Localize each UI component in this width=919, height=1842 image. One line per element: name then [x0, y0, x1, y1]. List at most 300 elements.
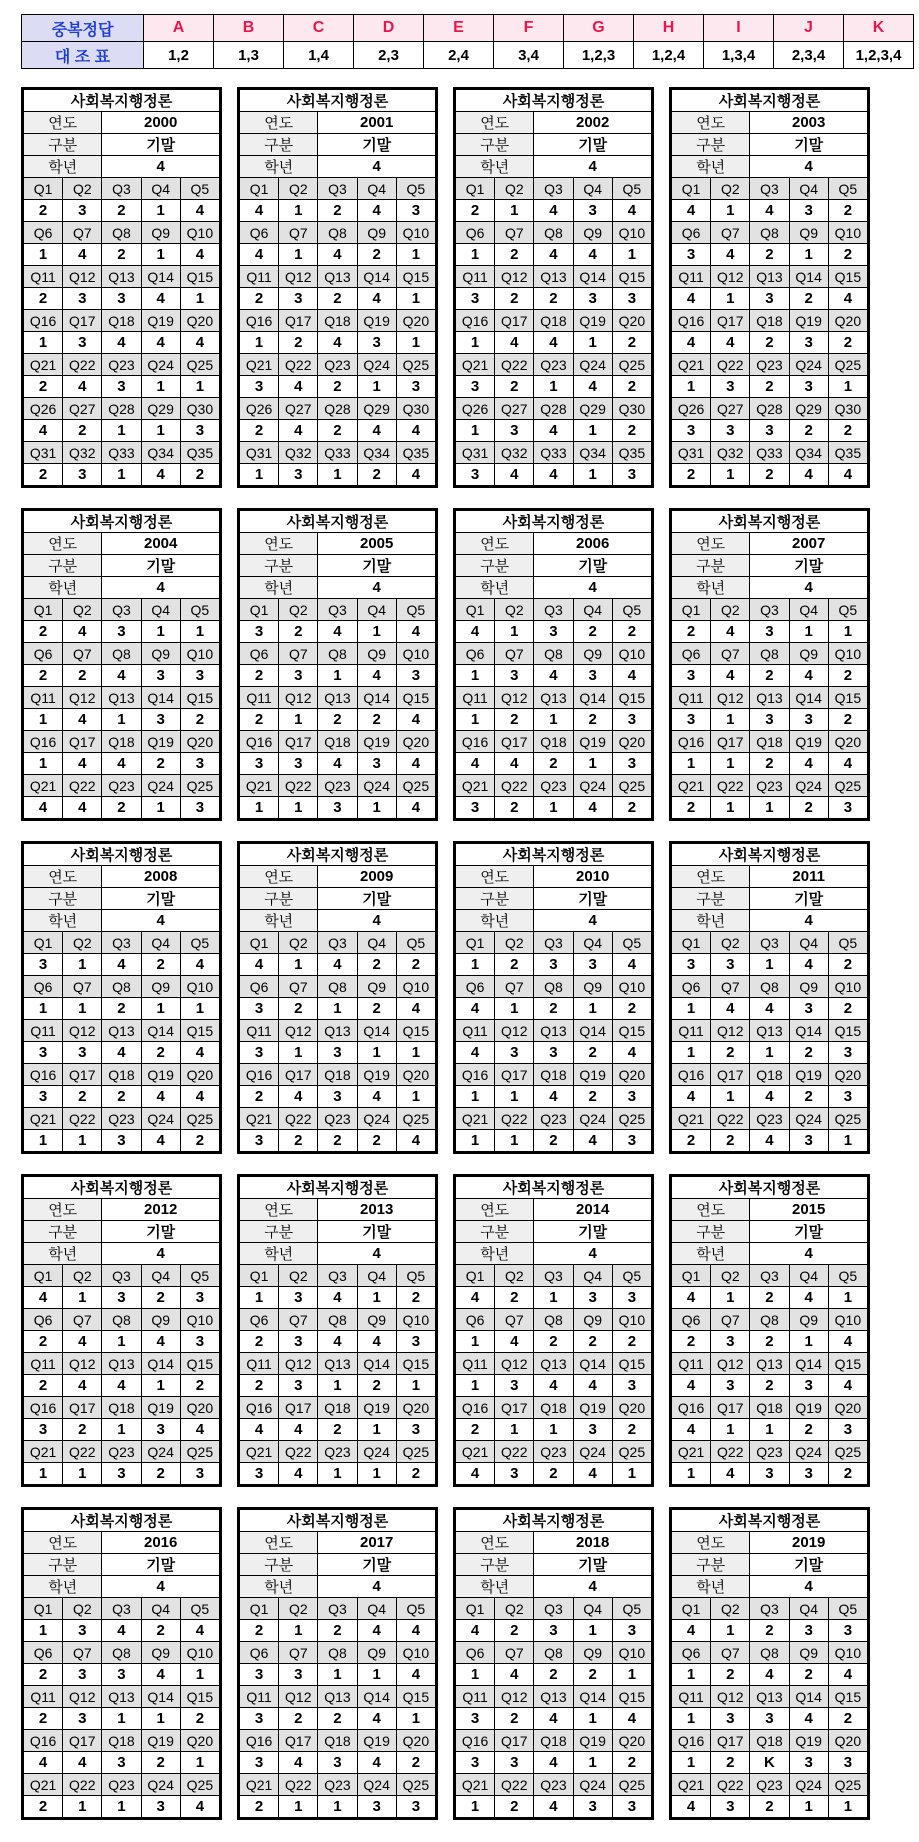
answer-value: 4	[573, 1130, 612, 1152]
question-number: Q12	[495, 687, 534, 709]
question-number: Q18	[750, 731, 789, 753]
question-number: Q6	[672, 222, 711, 244]
question-number: Q14	[573, 266, 612, 288]
question-number: Q6	[240, 1309, 279, 1331]
answer-value: 2	[828, 998, 867, 1020]
question-number: Q9	[357, 976, 396, 998]
question-number: Q17	[495, 731, 534, 753]
answer-card	[453, 1174, 654, 1487]
answer-value: 3	[828, 1752, 867, 1774]
answer-value: 3	[318, 1042, 357, 1064]
card-category-value: 기말	[534, 1554, 652, 1576]
answer-value: 1	[279, 1796, 318, 1818]
answer-card-table	[23, 1509, 220, 1818]
answer-value: 4	[180, 244, 219, 266]
card-category-value: 기말	[534, 134, 652, 156]
question-number: Q14	[357, 687, 396, 709]
question-number: Q23	[750, 775, 789, 797]
legend-letter: C	[284, 15, 354, 42]
question-number: Q8	[534, 643, 573, 665]
question-number: Q14	[573, 1353, 612, 1375]
answer-value: 2	[534, 1331, 573, 1353]
card-row	[21, 1174, 870, 1487]
question-number: Q34	[141, 442, 180, 464]
question-number: Q17	[279, 1397, 318, 1419]
answer-value: 3	[495, 1375, 534, 1397]
question-number: Q9	[141, 222, 180, 244]
question-number: Q15	[396, 1686, 435, 1708]
card-grade-value: 4	[318, 910, 436, 932]
answer-value: 3	[279, 1331, 318, 1353]
answer-value: 3	[357, 332, 396, 354]
answer-card-table	[455, 1509, 652, 1818]
question-number: Q4	[789, 599, 828, 621]
answer-value: 3	[279, 464, 318, 486]
answer-value: 4	[456, 1287, 495, 1309]
question-number: Q6	[672, 1309, 711, 1331]
question-number: Q20	[612, 1064, 651, 1086]
answer-value: 4	[357, 200, 396, 222]
answer-value: 4	[495, 332, 534, 354]
question-number: Q2	[495, 932, 534, 954]
answer-value: 4	[573, 376, 612, 398]
answer-value: 2	[750, 753, 789, 775]
card-category-value: 기말	[102, 1554, 220, 1576]
answer-value: 4	[63, 753, 102, 775]
question-number: Q7	[711, 643, 750, 665]
question-number: Q17	[711, 731, 750, 753]
legend-combo: 1,3	[214, 42, 284, 69]
question-number: Q17	[279, 310, 318, 332]
question-number: Q9	[573, 222, 612, 244]
question-number: Q10	[828, 643, 867, 665]
answer-value: 2	[495, 1708, 534, 1730]
question-number: Q22	[63, 1108, 102, 1130]
question-number: Q7	[495, 643, 534, 665]
question-number: Q18	[318, 1730, 357, 1752]
question-number: Q6	[456, 222, 495, 244]
card-year-value: 2002	[534, 112, 652, 134]
legend-combo: 1,2,3,4	[844, 42, 914, 69]
question-number: Q24	[789, 775, 828, 797]
question-number: Q15	[612, 1020, 651, 1042]
answer-value: 2	[63, 420, 102, 442]
answer-value: 1	[240, 332, 279, 354]
answer-value: 1	[279, 1042, 318, 1064]
answer-value: 4	[102, 332, 141, 354]
question-number: Q6	[24, 1642, 63, 1664]
question-number: Q26	[672, 398, 711, 420]
answer-value: 2	[24, 1331, 63, 1353]
question-number: Q10	[180, 976, 219, 998]
question-number: Q21	[672, 1774, 711, 1796]
answer-value: 3	[750, 420, 789, 442]
question-number: Q23	[534, 1774, 573, 1796]
question-number: Q22	[711, 1441, 750, 1463]
answer-value: 2	[789, 797, 828, 819]
question-number: Q16	[24, 731, 63, 753]
answer-value: 4	[495, 1331, 534, 1353]
question-number: Q23	[318, 775, 357, 797]
question-number: Q8	[102, 643, 141, 665]
answer-value: 3	[612, 709, 651, 731]
answer-card	[453, 87, 654, 488]
answer-value: 2	[750, 332, 789, 354]
answer-value: 2	[711, 1042, 750, 1064]
question-number: Q5	[828, 178, 867, 200]
question-number: Q8	[534, 1642, 573, 1664]
answer-value: 1	[357, 376, 396, 398]
question-number: Q12	[279, 1686, 318, 1708]
answer-value: 4	[279, 1419, 318, 1441]
card-grade-label: 학년	[672, 577, 750, 599]
card-year-label: 연도	[240, 1199, 318, 1221]
question-number: Q11	[24, 266, 63, 288]
answer-value: 2	[534, 1130, 573, 1152]
question-number: Q10	[612, 976, 651, 998]
question-number: Q16	[240, 1064, 279, 1086]
answer-value: 1	[456, 332, 495, 354]
card-category-label: 구분	[456, 134, 534, 156]
question-number: Q25	[612, 1441, 651, 1463]
card-grade-value: 4	[102, 156, 220, 178]
answer-value: 3	[495, 1463, 534, 1485]
card-grade-label: 학년	[24, 910, 102, 932]
answer-value: 1	[396, 244, 435, 266]
card-grade-value: 4	[534, 910, 652, 932]
answer-value: 1	[750, 1419, 789, 1441]
card-grade-label: 학년	[672, 1243, 750, 1265]
card-category-value: 기말	[102, 555, 220, 577]
answer-card-table	[671, 510, 868, 819]
answer-value: 3	[612, 1130, 651, 1152]
question-number: Q21	[456, 1108, 495, 1130]
answer-value: 3	[573, 200, 612, 222]
question-number: Q24	[789, 1108, 828, 1130]
answer-value: 2	[612, 621, 651, 643]
answer-value: 1	[180, 288, 219, 310]
question-number: Q18	[318, 1064, 357, 1086]
answer-value: 3	[63, 1708, 102, 1730]
question-number: Q10	[612, 222, 651, 244]
question-number: Q7	[711, 1309, 750, 1331]
answer-value: 3	[828, 1042, 867, 1064]
answer-value: 4	[789, 954, 828, 976]
answer-value: 3	[828, 1086, 867, 1108]
answer-value: 1	[456, 1375, 495, 1397]
answer-value: 2	[828, 1708, 867, 1730]
answer-value: 2	[318, 709, 357, 731]
answer-value: 4	[750, 1664, 789, 1686]
answer-value: 4	[456, 753, 495, 775]
question-number: Q21	[240, 1108, 279, 1130]
question-number: Q15	[396, 266, 435, 288]
question-number: Q4	[357, 178, 396, 200]
answer-value: 2	[279, 998, 318, 1020]
answer-value: 1	[63, 1130, 102, 1152]
question-number: Q16	[240, 731, 279, 753]
answer-value: 3	[63, 288, 102, 310]
answer-value: 4	[534, 464, 573, 486]
answer-card	[21, 87, 222, 488]
card-grade-label: 학년	[672, 910, 750, 932]
question-number: Q3	[750, 1265, 789, 1287]
answer-value: 2	[24, 200, 63, 222]
answer-value: 3	[789, 1375, 828, 1397]
card-category-label: 구분	[456, 888, 534, 910]
answer-value: 3	[573, 1287, 612, 1309]
card-category-label: 구분	[672, 888, 750, 910]
question-number: Q4	[141, 1598, 180, 1620]
answer-value: 4	[63, 376, 102, 398]
question-number: Q32	[63, 442, 102, 464]
answer-value: 3	[534, 954, 573, 976]
question-number: Q10	[612, 1309, 651, 1331]
question-number: Q6	[24, 976, 63, 998]
answer-value: 4	[396, 420, 435, 442]
answer-value: 3	[789, 376, 828, 398]
question-number: Q14	[789, 1353, 828, 1375]
legend-combos-header: 대 조 표	[22, 42, 144, 69]
answer-value: 4	[456, 621, 495, 643]
question-number: Q19	[789, 731, 828, 753]
card-grade-label: 학년	[24, 1576, 102, 1598]
answer-value: 1	[141, 200, 180, 222]
question-number: Q12	[495, 1020, 534, 1042]
card-grade-label: 학년	[672, 1576, 750, 1598]
answer-value: 2	[279, 1708, 318, 1730]
question-number: Q23	[534, 1441, 573, 1463]
answer-value: 3	[711, 420, 750, 442]
question-number: Q24	[789, 1774, 828, 1796]
question-number: Q12	[495, 1686, 534, 1708]
answer-value: 4	[63, 1375, 102, 1397]
question-number: Q12	[279, 266, 318, 288]
answer-value: 4	[396, 1664, 435, 1686]
question-number: Q20	[180, 1397, 219, 1419]
question-number: Q3	[102, 1265, 141, 1287]
question-number: Q12	[711, 1020, 750, 1042]
question-number: Q15	[828, 266, 867, 288]
question-number: Q8	[102, 222, 141, 244]
answer-value: 3	[180, 665, 219, 687]
answer-value: 2	[612, 998, 651, 1020]
answer-value: 2	[141, 1620, 180, 1642]
question-number: Q10	[396, 976, 435, 998]
question-number: Q8	[318, 976, 357, 998]
card-row	[21, 87, 870, 488]
question-number: Q19	[357, 731, 396, 753]
answer-value: 3	[711, 954, 750, 976]
answer-card	[237, 1507, 438, 1820]
answer-value: 1	[396, 1708, 435, 1730]
card-category-label: 구분	[24, 888, 102, 910]
question-number: Q18	[102, 1064, 141, 1086]
answer-value: 2	[240, 288, 279, 310]
question-number: Q1	[24, 1265, 63, 1287]
answer-card	[669, 1507, 870, 1820]
answer-value: 2	[240, 1620, 279, 1642]
answer-value: 2	[240, 1796, 279, 1818]
answer-value: 2	[102, 1086, 141, 1108]
answer-value: 3	[495, 1042, 534, 1064]
answer-value: 4	[141, 332, 180, 354]
answer-value: 2	[63, 1086, 102, 1108]
question-number: Q4	[357, 932, 396, 954]
question-number: Q20	[612, 310, 651, 332]
answer-value: 3	[789, 709, 828, 731]
card-title: 사회복지행정론	[240, 511, 436, 533]
answer-value: 1	[180, 1752, 219, 1774]
answer-value: 2	[357, 1375, 396, 1397]
answer-value: 4	[318, 332, 357, 354]
question-number: Q1	[240, 599, 279, 621]
question-number: Q19	[357, 1730, 396, 1752]
answer-value: 2	[357, 1130, 396, 1152]
question-number: Q15	[612, 687, 651, 709]
answer-value: 2	[141, 1463, 180, 1485]
answer-value: 1	[672, 1664, 711, 1686]
answer-value: 4	[141, 1086, 180, 1108]
question-number: Q25	[396, 775, 435, 797]
question-number: Q17	[495, 1064, 534, 1086]
question-number: Q14	[789, 266, 828, 288]
answer-value: 4	[357, 1331, 396, 1353]
question-number: Q23	[318, 1441, 357, 1463]
answer-value: 1	[141, 1708, 180, 1730]
answer-value: 4	[396, 1130, 435, 1152]
question-number: Q14	[141, 687, 180, 709]
answer-value: 1	[456, 1796, 495, 1818]
question-number: Q13	[750, 1020, 789, 1042]
answer-value: 4	[789, 464, 828, 486]
question-number: Q5	[828, 932, 867, 954]
question-number: Q23	[318, 354, 357, 376]
question-number: Q9	[789, 976, 828, 998]
answer-value: 1	[357, 1042, 396, 1064]
question-number: Q16	[672, 1730, 711, 1752]
card-grade-label: 학년	[24, 577, 102, 599]
question-number: Q26	[240, 398, 279, 420]
question-number: Q14	[357, 266, 396, 288]
question-number: Q23	[750, 1774, 789, 1796]
question-number: Q25	[180, 1441, 219, 1463]
answer-value: 2	[573, 1331, 612, 1353]
question-number: Q25	[180, 1108, 219, 1130]
answer-value: 4	[534, 200, 573, 222]
answer-value: 2	[495, 376, 534, 398]
question-number: Q19	[357, 1397, 396, 1419]
question-number: Q10	[612, 643, 651, 665]
question-number: Q23	[750, 1108, 789, 1130]
question-number: Q27	[279, 398, 318, 420]
question-number: Q2	[279, 178, 318, 200]
question-number: Q12	[279, 687, 318, 709]
question-number: Q31	[672, 442, 711, 464]
answer-value: 3	[180, 420, 219, 442]
answer-value: 3	[240, 1664, 279, 1686]
answer-value: 4	[789, 753, 828, 775]
answer-card-table	[23, 510, 220, 819]
question-number: Q23	[750, 1441, 789, 1463]
answer-value: 1	[750, 797, 789, 819]
question-number: Q23	[534, 775, 573, 797]
answer-value: 3	[612, 1620, 651, 1642]
card-year-value: 2011	[750, 866, 868, 888]
answer-value: 2	[828, 200, 867, 222]
answer-value: 3	[180, 1331, 219, 1353]
question-number: Q5	[180, 178, 219, 200]
answer-value: 3	[672, 244, 711, 266]
card-title: 사회복지행정론	[672, 511, 868, 533]
question-number: Q24	[573, 354, 612, 376]
card-grade-label: 학년	[240, 1576, 318, 1598]
answer-value: 1	[573, 332, 612, 354]
question-number: Q17	[495, 1730, 534, 1752]
question-number: Q2	[711, 599, 750, 621]
answer-value: 4	[357, 288, 396, 310]
question-number: Q8	[750, 643, 789, 665]
question-number: Q8	[534, 976, 573, 998]
question-number: Q30	[180, 398, 219, 420]
question-number: Q9	[573, 1309, 612, 1331]
answer-value: 3	[711, 1708, 750, 1730]
answer-value: 4	[828, 464, 867, 486]
card-grade-value: 4	[102, 910, 220, 932]
card-year-label: 연도	[672, 866, 750, 888]
question-number: Q23	[102, 1108, 141, 1130]
question-number: Q4	[573, 1265, 612, 1287]
question-number: Q7	[495, 976, 534, 998]
question-number: Q9	[141, 1309, 180, 1331]
card-title: 사회복지행정론	[240, 90, 436, 112]
question-number: Q13	[750, 687, 789, 709]
question-number: Q25	[180, 354, 219, 376]
answer-value: 1	[456, 954, 495, 976]
question-number: Q18	[318, 310, 357, 332]
answer-value: 3	[240, 376, 279, 398]
question-number: Q24	[141, 1441, 180, 1463]
answer-value: 1	[141, 998, 180, 1020]
answer-value: 1	[456, 709, 495, 731]
answer-value: 1	[789, 244, 828, 266]
answer-value: 2	[495, 288, 534, 310]
question-number: Q33	[534, 442, 573, 464]
answer-value: 1	[573, 1752, 612, 1774]
card-year-label: 연도	[240, 866, 318, 888]
answer-value: 3	[240, 1752, 279, 1774]
answer-value: 1	[495, 1419, 534, 1441]
question-number: Q19	[141, 1064, 180, 1086]
answer-value: 4	[711, 621, 750, 643]
question-number: Q10	[396, 222, 435, 244]
question-number: Q24	[141, 1774, 180, 1796]
question-number: Q1	[672, 932, 711, 954]
answer-value: 2	[612, 1331, 651, 1353]
card-category-label: 구분	[240, 134, 318, 156]
answer-value: 2	[102, 797, 141, 819]
question-number: Q5	[396, 599, 435, 621]
answer-value: 3	[456, 797, 495, 819]
question-number: Q21	[24, 775, 63, 797]
answer-value: 2	[573, 621, 612, 643]
question-number: Q19	[573, 731, 612, 753]
question-number: Q22	[63, 775, 102, 797]
answer-value: 1	[279, 954, 318, 976]
question-number: Q16	[672, 1397, 711, 1419]
question-number: Q28	[318, 398, 357, 420]
card-category-label: 구분	[672, 134, 750, 156]
